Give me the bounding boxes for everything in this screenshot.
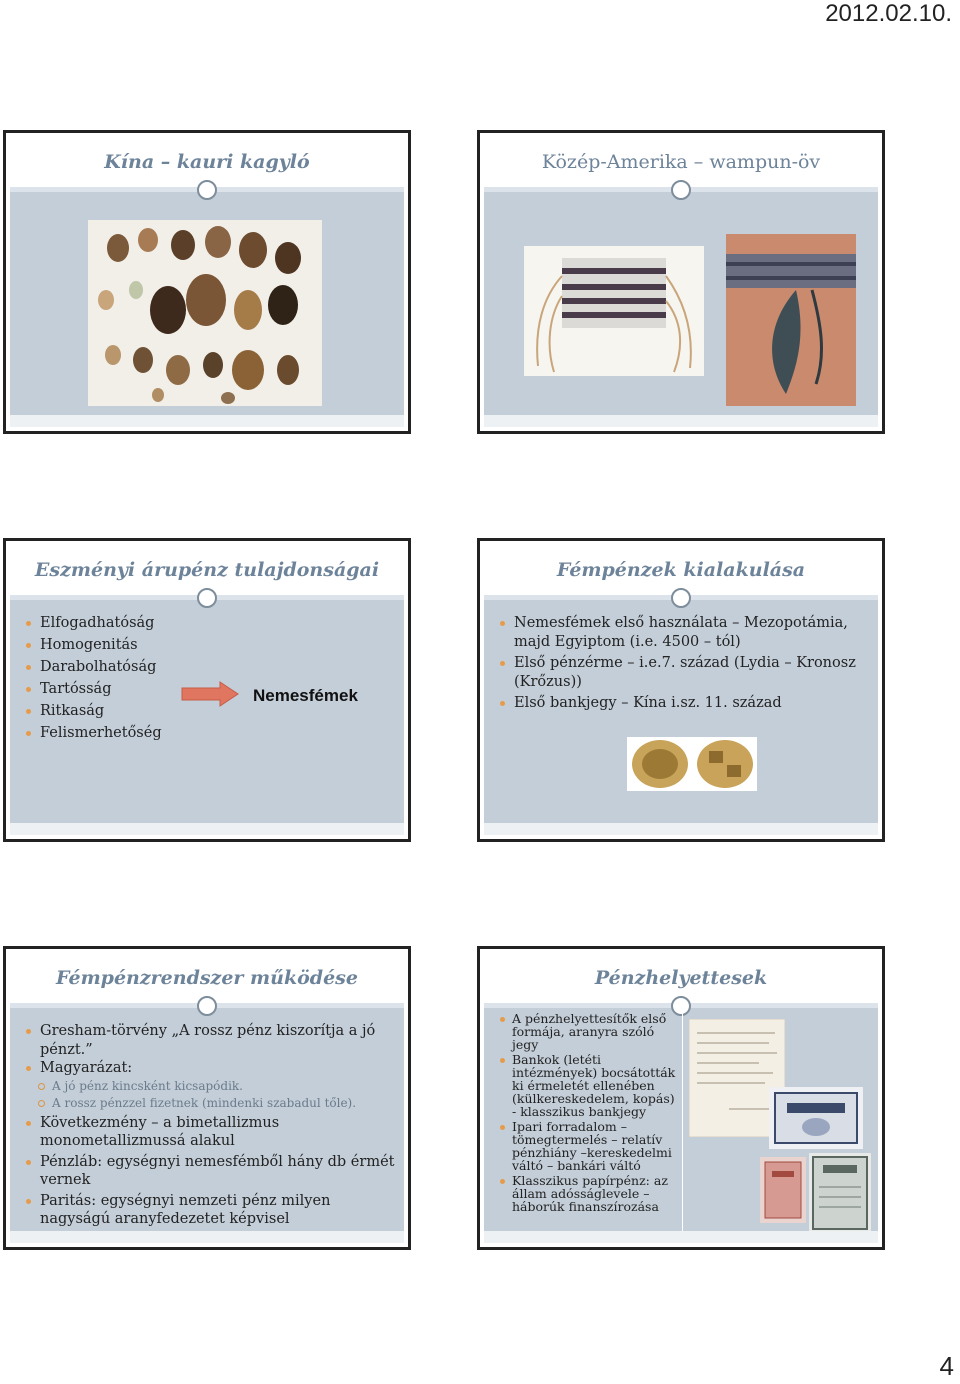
page-number: 4 (939, 1351, 954, 1381)
ring-icon (197, 996, 217, 1016)
slide-fempenzek (477, 538, 885, 842)
slide-title: Eszményi árupénz tulajdonságai (34, 559, 380, 581)
list-item: Magyarázat: (24, 1059, 404, 1078)
list-item: Felismerhetőség (24, 724, 204, 743)
lydian-coins-photo (627, 737, 757, 791)
list-item: Pénzláb: egységnyi nemesfémből hány db érmét vernek (24, 1153, 404, 1190)
slide-eszmenyi-arupenz (3, 538, 411, 842)
list-item: Homogenitás (24, 636, 204, 655)
list-item: Elfogadhatóság (24, 614, 204, 633)
slide-penzhelyettesek (477, 946, 885, 1250)
slide-kina (3, 130, 411, 434)
history-list (498, 614, 868, 713)
list-item: Gresham-törvény „A rossz pénz kiszorítja a jó pénzt.” (24, 1022, 404, 1059)
list-item: Tartósság (24, 680, 204, 699)
list-item: Ipari forradalom – tömegtermelés – relatív pénzhiány –kereskedelmi váltó – bankári váltó (498, 1120, 676, 1172)
sub-list-item: A rossz pénzzel fizetnek (mindenki szabadul tőle). (24, 1095, 404, 1112)
arrow-target-label: Nemesfémek (253, 686, 358, 705)
properties-list (24, 614, 204, 746)
column-divider (682, 1009, 683, 1231)
slide-title: Közép-Amerika – wampun-öv (541, 151, 821, 173)
ring-icon (671, 588, 691, 608)
slide-title: Fémpénzrendszer működése (56, 967, 358, 989)
sub-list-item: A jó pénz kincsként kicsapódik. (24, 1078, 404, 1095)
slide-title: Fémpénzek kialakulása (556, 559, 806, 581)
list-item: A pénzhelyettesítők első formája, aranyra szóló jegy (498, 1012, 676, 1051)
list-item: Első bankjegy – Kína i.sz. 11. század (498, 694, 868, 713)
list-item: Darabolhatóság (24, 658, 204, 677)
list-item: Első pénzérme – i.e.7. század (Lydia – Kronosz (Krőzus)) (498, 654, 868, 691)
arrow-right-icon (180, 680, 242, 708)
ring-icon (671, 180, 691, 200)
ring-icon (197, 180, 217, 200)
slide-footer-band (484, 1231, 878, 1243)
list-item: Következmény – a bimetallizmus monometallizmussá alakul (24, 1114, 404, 1151)
share-certificate-photo (809, 1153, 871, 1233)
ring-icon (197, 588, 217, 608)
system-list (24, 1022, 404, 1229)
slide-fempenzrendszer (3, 946, 411, 1250)
red-banknote-photo (760, 1157, 806, 1223)
list-item: Klasszikus papírpénz: az állam adósságlevele – háborúk finanszírozása (498, 1174, 676, 1213)
list-item: Nemesfémek első használata – Mezopotámia, majd Egyiptom (i.e. 4500 – tól) (498, 614, 868, 651)
slide-title: Kína – kauri kagyló (104, 151, 310, 173)
slide-footer-band (10, 415, 404, 427)
page-date: 2012.02.10. (825, 0, 952, 27)
slide-footer-band (484, 415, 878, 427)
list-item: Ritkaság (24, 702, 204, 721)
substitutes-list (498, 1012, 676, 1215)
armband-tattoo-photo (726, 234, 856, 406)
list-item: Bankok (letéti intézmények) bocsátották ki érmeletét ellenében (külkereskedelem, kopás) - klasszikus bankjegy (498, 1053, 676, 1118)
cowrie-shells-photo (88, 220, 322, 406)
banknote-photo (769, 1087, 863, 1149)
slide-kozep-amerika (477, 130, 885, 434)
slide-footer-band (10, 1231, 404, 1243)
slide-footer-band (484, 823, 878, 835)
slide-footer-band (10, 823, 404, 835)
list-item: Paritás: egységnyi nemzeti pénz milyen nagyságú aranyfedezetet képvisel (24, 1192, 404, 1229)
slide-title: Pénzhelyettesek (594, 967, 768, 989)
wampum-belt-photo (524, 246, 704, 376)
